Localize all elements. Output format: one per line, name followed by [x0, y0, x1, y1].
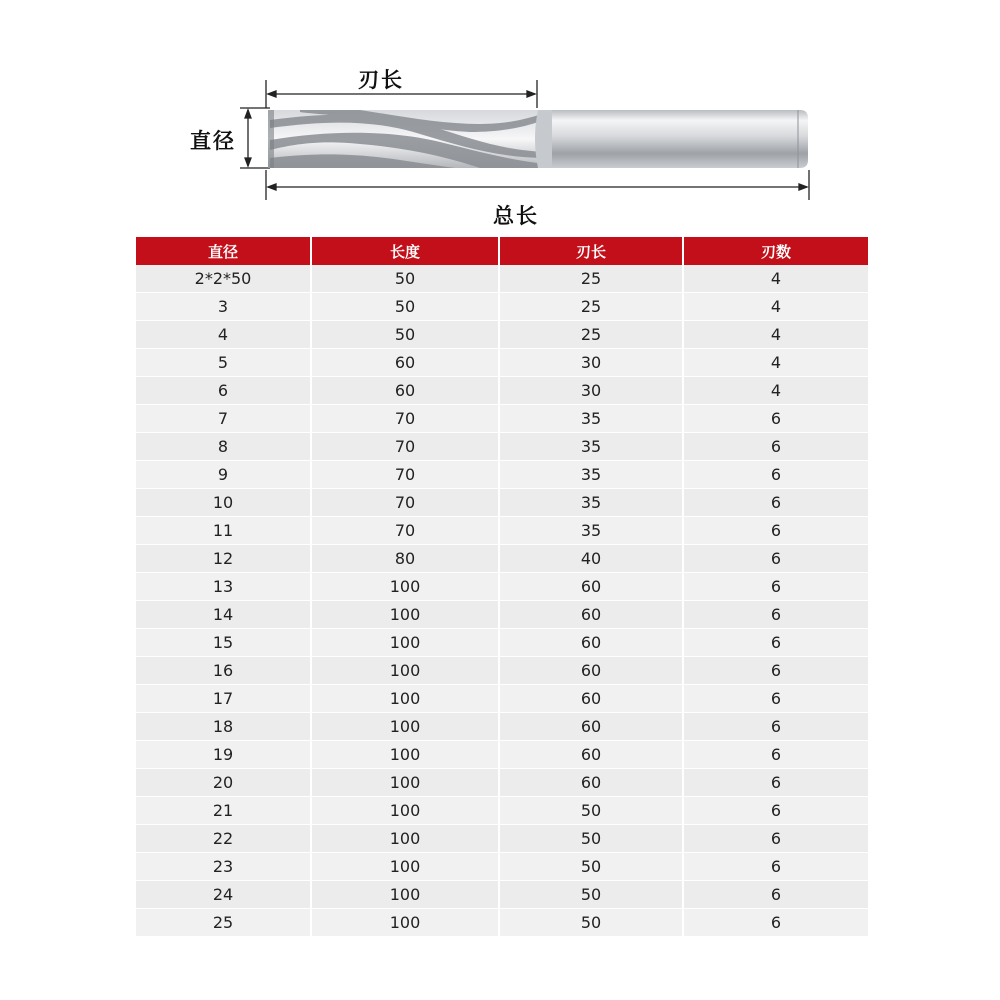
cell-length: 100 [312, 797, 498, 825]
reamer-tool-icon [268, 110, 808, 168]
cell-length: 100 [312, 769, 498, 797]
cell-diameter: 14 [136, 601, 310, 629]
cell-edge-length: 25 [500, 293, 682, 321]
cell-flute-count: 4 [684, 293, 868, 321]
cell-diameter: 4 [136, 321, 310, 349]
cell-edge-length: 60 [500, 741, 682, 769]
cell-diameter: 9 [136, 461, 310, 489]
table-row [136, 741, 868, 769]
cell-length: 60 [312, 349, 498, 377]
cell-length: 100 [312, 853, 498, 881]
cell-length: 70 [312, 489, 498, 517]
cell-length: 100 [312, 909, 498, 937]
table-row [136, 489, 868, 517]
cell-edge-length: 60 [500, 769, 682, 797]
header-flute-count: 刃数 [684, 237, 868, 265]
cell-edge-length: 35 [500, 461, 682, 489]
table-row [136, 517, 868, 545]
cell-flute-count: 6 [684, 825, 868, 853]
cell-diameter: 2*2*50 [136, 265, 310, 293]
cell-edge-length: 60 [500, 657, 682, 685]
table-row [136, 377, 868, 405]
cell-diameter: 12 [136, 545, 310, 573]
diameter-label: 直径 [190, 129, 236, 153]
cell-diameter: 6 [136, 377, 310, 405]
cell-length: 100 [312, 713, 498, 741]
diameter-dimension [240, 108, 270, 168]
cell-length: 100 [312, 573, 498, 601]
table-row [136, 713, 868, 741]
cell-flute-count: 6 [684, 573, 868, 601]
cell-edge-length: 25 [500, 265, 682, 293]
cell-length: 50 [312, 321, 498, 349]
cell-edge-length: 35 [500, 405, 682, 433]
cell-flute-count: 6 [684, 741, 868, 769]
cell-diameter: 8 [136, 433, 310, 461]
spec-table [134, 237, 870, 937]
cell-edge-length: 50 [500, 853, 682, 881]
cell-edge-length: 35 [500, 489, 682, 517]
cell-edge-length: 25 [500, 321, 682, 349]
cell-length: 100 [312, 685, 498, 713]
cell-flute-count: 6 [684, 433, 868, 461]
cell-flute-count: 4 [684, 265, 868, 293]
cell-length: 80 [312, 545, 498, 573]
cell-flute-count: 6 [684, 909, 868, 937]
table-row [136, 601, 868, 629]
table-row [136, 573, 868, 601]
cell-length: 100 [312, 741, 498, 769]
cell-length: 100 [312, 881, 498, 909]
cell-edge-length: 60 [500, 685, 682, 713]
cell-diameter: 25 [136, 909, 310, 937]
table-row [136, 769, 868, 797]
cell-flute-count: 6 [684, 713, 868, 741]
cell-length: 70 [312, 517, 498, 545]
cell-diameter: 17 [136, 685, 310, 713]
cell-flute-count: 6 [684, 601, 868, 629]
cell-diameter: 5 [136, 349, 310, 377]
cell-diameter: 16 [136, 657, 310, 685]
cell-diameter: 23 [136, 853, 310, 881]
cell-flute-count: 4 [684, 321, 868, 349]
table-row [136, 545, 868, 573]
table-row [136, 853, 868, 881]
cell-edge-length: 40 [500, 545, 682, 573]
cell-diameter: 22 [136, 825, 310, 853]
table-row [136, 797, 868, 825]
table-row [136, 349, 868, 377]
cell-length: 100 [312, 601, 498, 629]
cell-flute-count: 6 [684, 797, 868, 825]
cell-flute-count: 4 [684, 349, 868, 377]
table-row [136, 433, 868, 461]
cell-flute-count: 4 [684, 377, 868, 405]
cell-diameter: 18 [136, 713, 310, 741]
table-body [136, 265, 868, 937]
cell-diameter: 19 [136, 741, 310, 769]
cell-flute-count: 6 [684, 657, 868, 685]
cell-edge-length: 50 [500, 825, 682, 853]
cell-flute-count: 6 [684, 853, 868, 881]
header-edge-length: 刃长 [500, 237, 682, 265]
cell-flute-count: 6 [684, 685, 868, 713]
cell-edge-length: 30 [500, 377, 682, 405]
cell-diameter: 7 [136, 405, 310, 433]
table-row [136, 629, 868, 657]
cell-diameter: 21 [136, 797, 310, 825]
cell-flute-count: 6 [684, 405, 868, 433]
cell-length: 100 [312, 825, 498, 853]
cell-length: 50 [312, 293, 498, 321]
cell-length: 100 [312, 629, 498, 657]
table-row [136, 293, 868, 321]
cell-edge-length: 60 [500, 601, 682, 629]
cell-diameter: 11 [136, 517, 310, 545]
cell-length: 100 [312, 657, 498, 685]
cell-length: 60 [312, 377, 498, 405]
cell-edge-length: 60 [500, 713, 682, 741]
table-row [136, 685, 868, 713]
cell-length: 70 [312, 405, 498, 433]
cell-edge-length: 60 [500, 573, 682, 601]
table-row [136, 461, 868, 489]
cell-flute-count: 6 [684, 489, 868, 517]
cell-length: 70 [312, 433, 498, 461]
cell-diameter: 24 [136, 881, 310, 909]
header-diameter: 直径 [136, 237, 310, 265]
cell-flute-count: 6 [684, 461, 868, 489]
cell-diameter: 15 [136, 629, 310, 657]
cell-edge-length: 35 [500, 433, 682, 461]
cell-diameter: 10 [136, 489, 310, 517]
cell-edge-length: 50 [500, 909, 682, 937]
table-row [136, 405, 868, 433]
cell-edge-length: 30 [500, 349, 682, 377]
cell-edge-length: 50 [500, 797, 682, 825]
cell-diameter: 3 [136, 293, 310, 321]
table-header-row [136, 237, 868, 265]
cell-edge-length: 60 [500, 629, 682, 657]
cell-flute-count: 6 [684, 545, 868, 573]
cell-edge-length: 50 [500, 881, 682, 909]
cell-flute-count: 6 [684, 629, 868, 657]
table-row [136, 265, 868, 293]
header-length: 长度 [312, 237, 498, 265]
cell-flute-count: 6 [684, 517, 868, 545]
reamer-diagram [0, 0, 1000, 230]
cell-diameter: 20 [136, 769, 310, 797]
cell-diameter: 13 [136, 573, 310, 601]
total-length-label: 总长 [493, 204, 539, 228]
table-row [136, 825, 868, 853]
table-row [136, 321, 868, 349]
cell-edge-length: 35 [500, 517, 682, 545]
cell-flute-count: 6 [684, 881, 868, 909]
table-row [136, 657, 868, 685]
edge-length-label: 刃长 [358, 68, 404, 92]
table-row [136, 909, 868, 937]
total-length-dimension [266, 170, 809, 200]
cell-length: 50 [312, 265, 498, 293]
cell-length: 70 [312, 461, 498, 489]
cell-flute-count: 6 [684, 769, 868, 797]
table-row [136, 881, 868, 909]
